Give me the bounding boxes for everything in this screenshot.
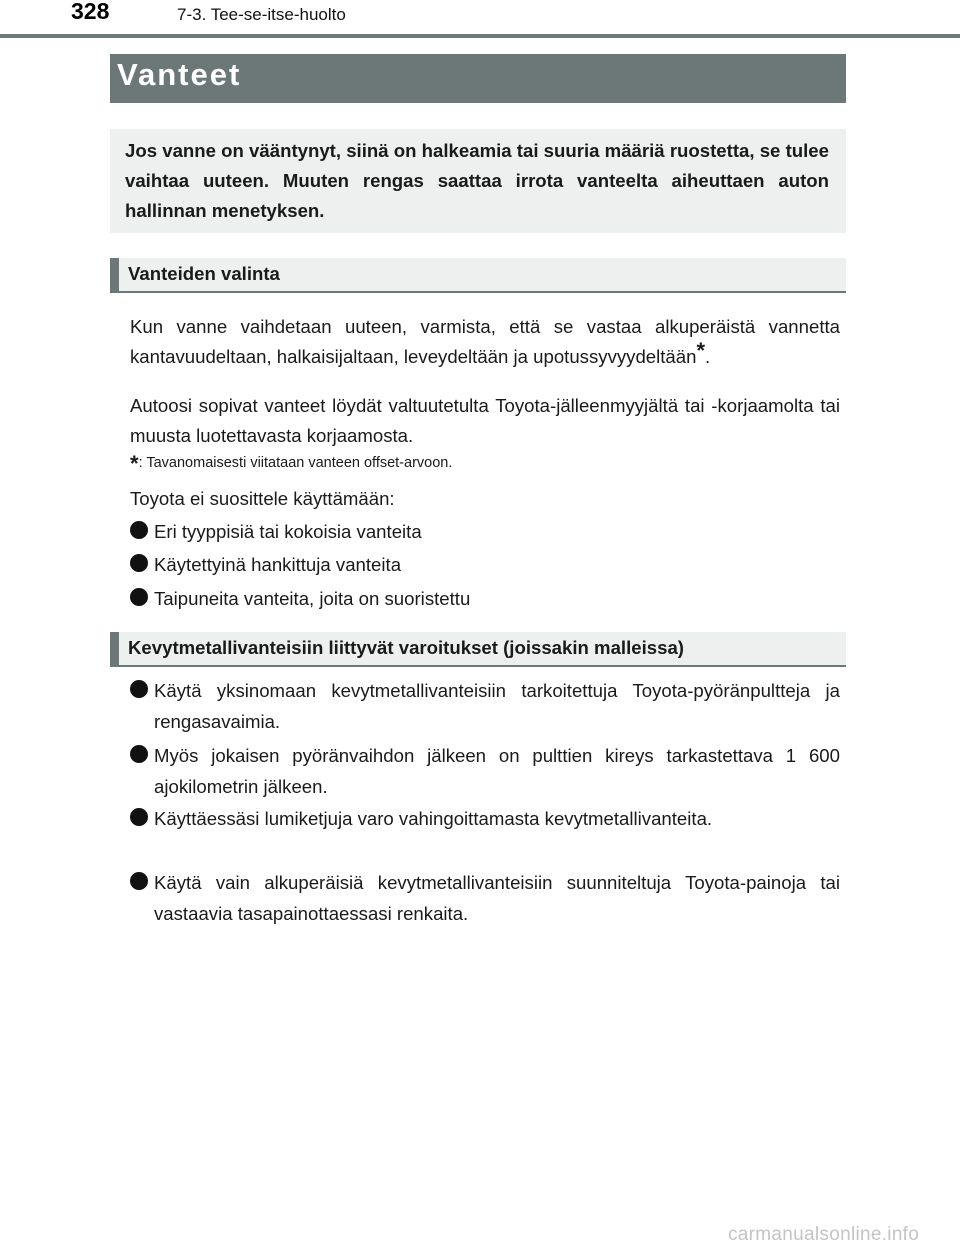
selection-paragraph-2: Autoosi sopivat vanteet löydät valtuutetulta Toyota-jälleenmyyjältä tai -korjaamolta tai muusta luotettavasta korjaamosta. [130,395,840,446]
list-item-text: Käyttäessäsi lumiketjuja varo vahingoittamasta kevytmetallivanteita. [154,808,713,829]
subheading-stripe [110,258,119,293]
bullet-icon [130,680,148,698]
chapter-title: 7-3. Tee-se-itse-huolto [177,5,346,24]
list-item [130,867,840,929]
bullet-icon [130,588,148,606]
page-header [0,0,960,40]
list-item [130,583,840,614]
list-item-text: Eri tyyppisiä tai kokoisia vanteita [154,521,422,542]
bullet-icon [130,808,148,826]
subheading-rim-selection [110,258,846,293]
asterisk-marker: * [696,337,706,363]
subheading-stripe [110,632,119,667]
bullet-icon [130,872,148,890]
selection-paragraph-1 [130,312,840,372]
bullet-icon [130,521,148,539]
list-item [130,549,840,580]
not-recommended-intro: Toyota ei suosittele käyttämään: [130,488,395,509]
page-number: 328 [71,0,110,24]
watermark: carmanualsonline.info [728,1224,920,1245]
selection-paragraph-1-text: Kun vanne vaihdetaan uuteen, varmista, että se vastaa alkuperäistä vannetta kantavuudeltaan, halkaisijaltaan, leveydeltään ja upotussyvyydeltään [130,316,840,367]
bullet-icon [130,554,148,572]
list-item-text: Käytä yksinomaan kevytmetallivanteisiin tarkoitettuja Toyota-pyöränpultteja ja rengasavaimia. [154,680,840,732]
footnote [130,447,840,476]
footnote-asterisk: * [130,451,139,476]
list-item [130,516,840,547]
list-item-text: Käytä vain alkuperäisiä kevytmetallivanteisiin suunniteltuja Toyota-painoja tai vastaavia tasapainottaessasi renkaita. [154,872,840,924]
list-item [130,803,840,834]
subheading-alloy-warnings [110,632,846,667]
warning-text: Jos vanne on vääntynyt, siinä on halkeamia tai suuria määriä ruostetta, se tulee vaihtaa uuteen. Muuten rengas saattaa irrota vanteelta aiheuttaen auton hallinnan menetyksen. [125,140,829,221]
subheading-label: Kevytmetallivanteisiin liittyvät varoitukset (joissakin malleissa) [128,637,684,658]
list-item-text: Myös jokaisen pyöränvaihdon jälkeen on pulttien kireys tarkastettava 1 600 ajokilometrin jälkeen. [154,745,840,797]
list-item [130,740,840,802]
list-item [130,675,840,737]
list-item-text: Käytettyinä hankittuja vanteita [154,554,402,575]
paragraph-end-punctuation: . [705,346,711,367]
subheading-label: Vanteiden valinta [128,263,280,284]
section-title: Vanteet [117,57,242,92]
footnote-text: : Tavanomaisesti viitataan vanteen offset-arvoon. [138,455,453,471]
bullet-icon [130,745,148,763]
header-rule [0,34,960,38]
list-item-text: Taipuneita vanteita, joita on suoristettu [154,588,471,609]
